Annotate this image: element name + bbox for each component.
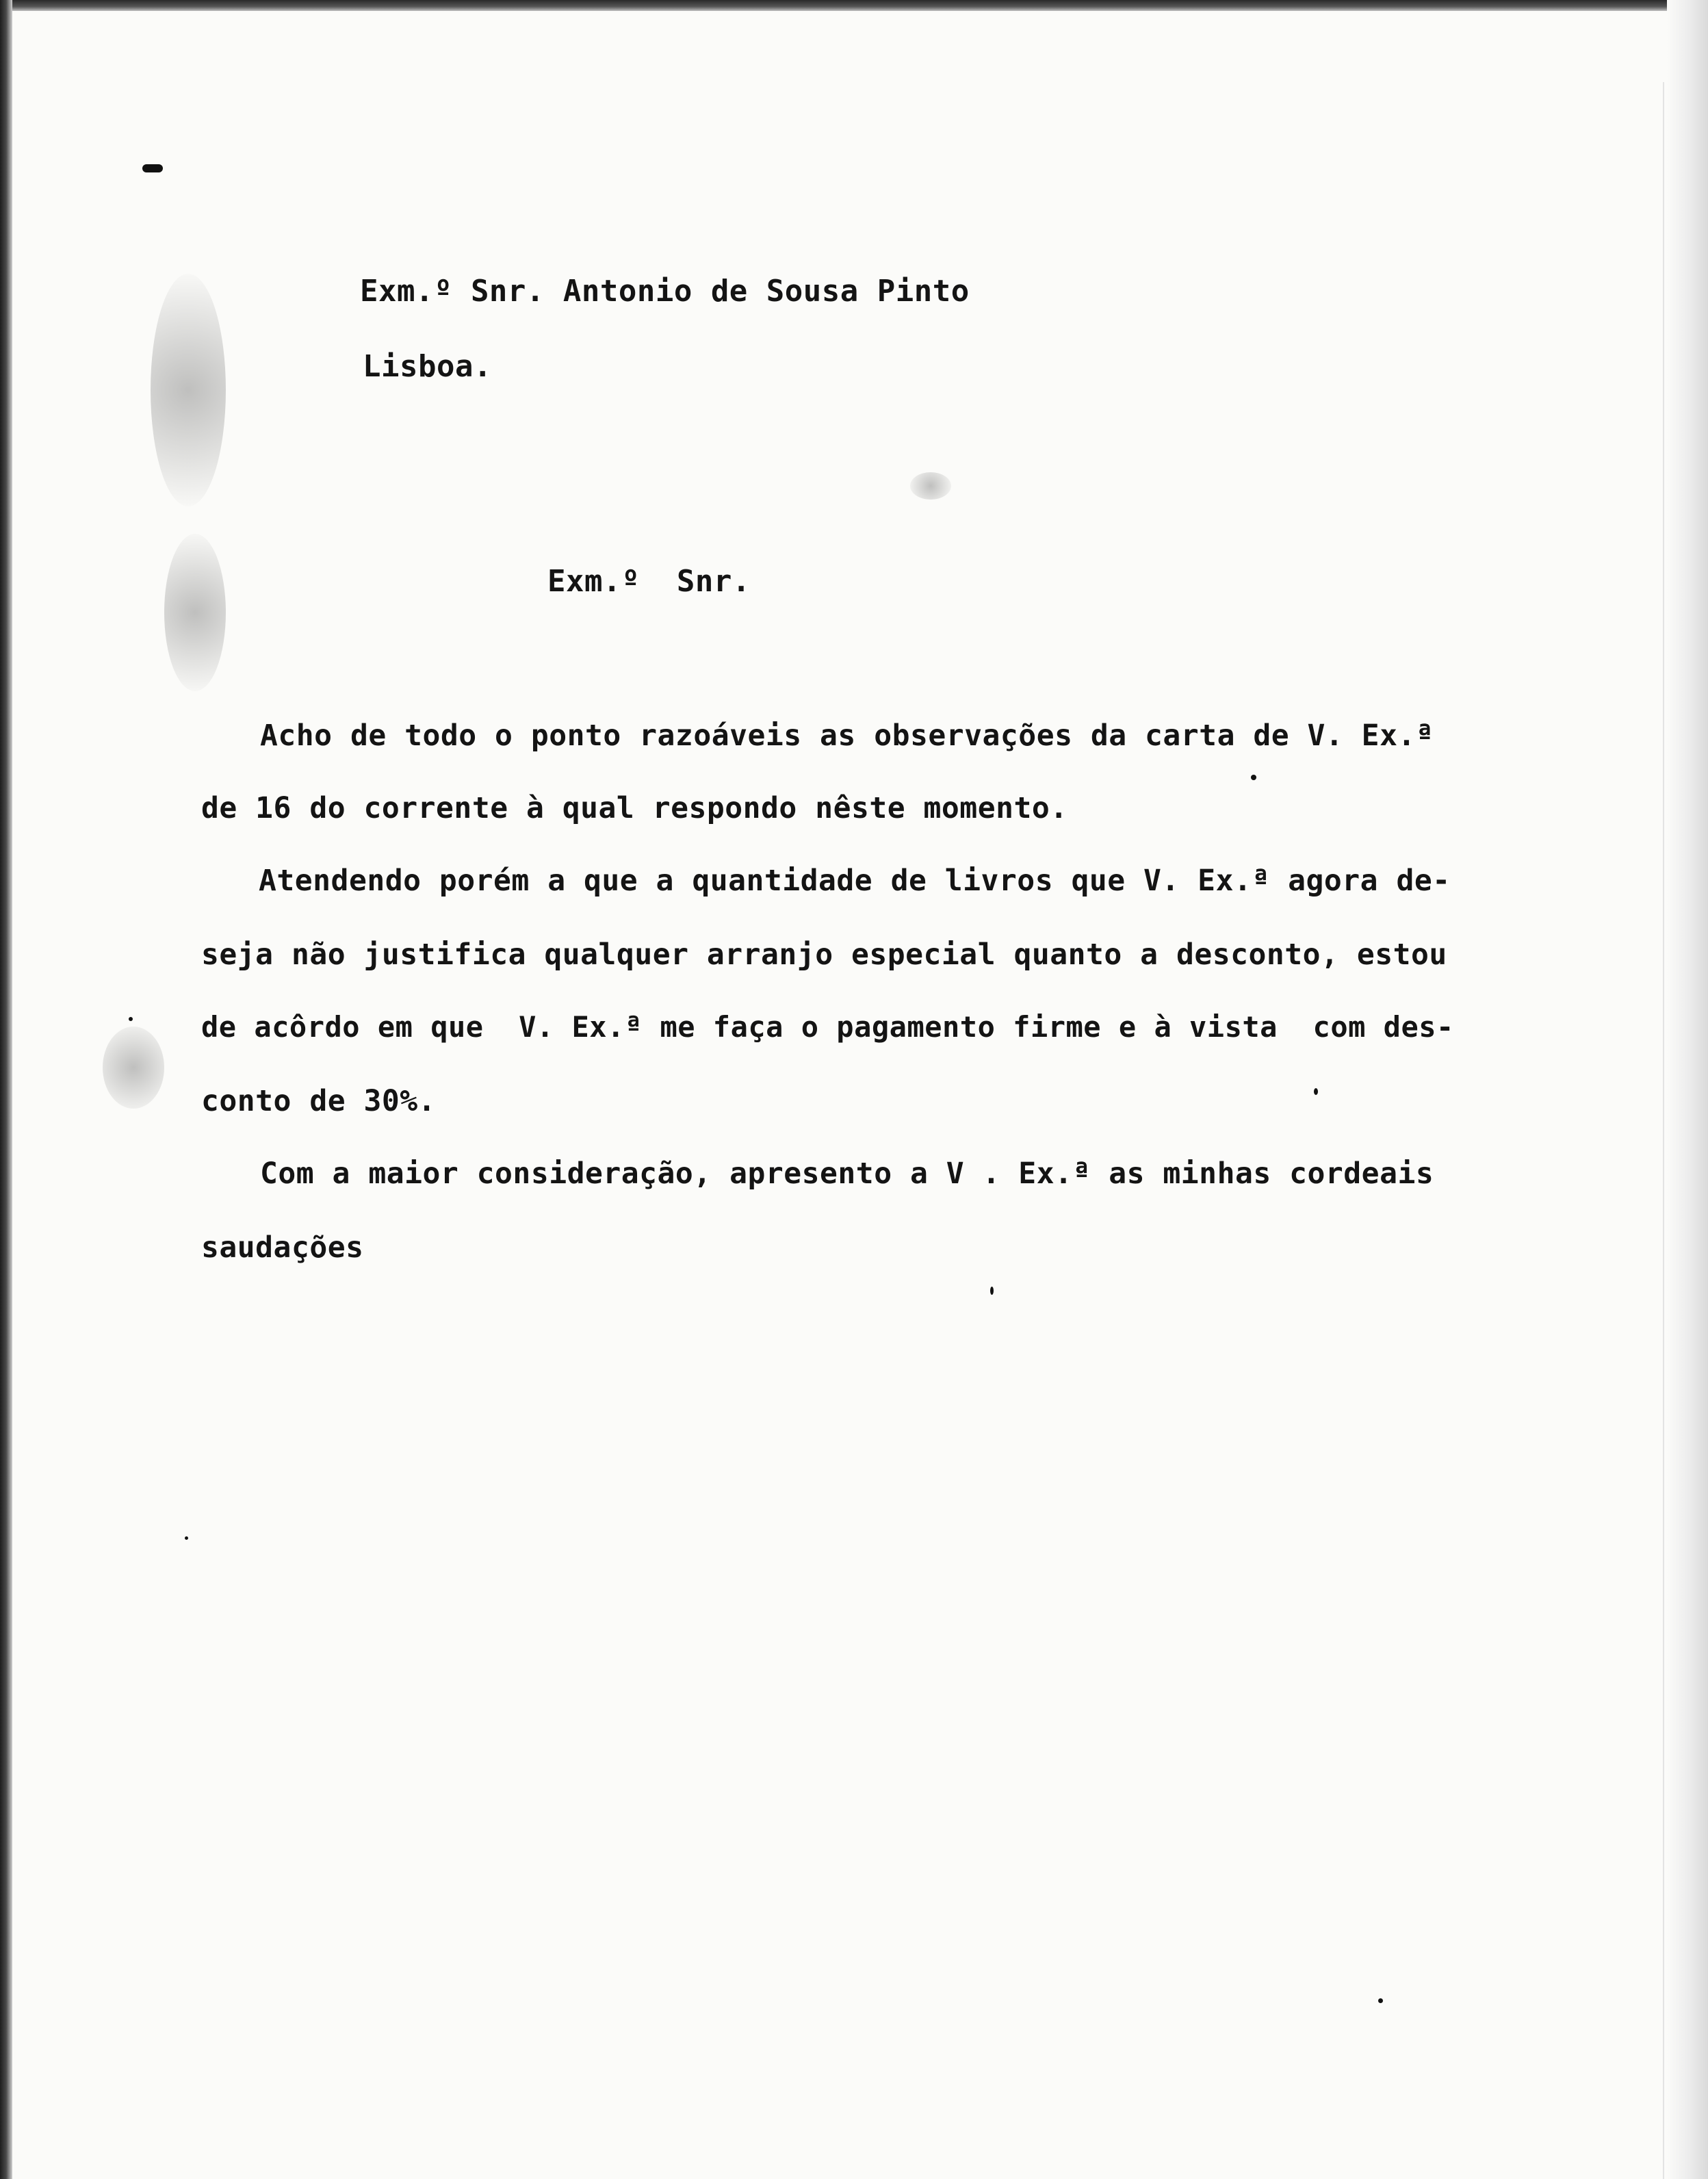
ink-dot xyxy=(1378,1998,1383,2003)
paper-smudge xyxy=(164,534,226,691)
body-line: Atendendo porém a que a quantidade de livros que V. Ex.ª agora de- xyxy=(259,864,1451,898)
body-line: Com a maior consideração, apresento a V . Ex.ª as minhas cordeais xyxy=(260,1157,1434,1191)
ink-dot xyxy=(1314,1088,1318,1095)
ink-dot xyxy=(129,1017,133,1021)
city-line: Lisboa. xyxy=(363,349,492,384)
ink-mark xyxy=(142,164,163,172)
paper-smudge xyxy=(103,1027,164,1109)
body-line: de acôrdo em que V. Ex.ª me faça o pagamento firme e à vista com des- xyxy=(201,1010,1454,1044)
paper-smudge xyxy=(910,472,951,500)
ink-dot xyxy=(1251,775,1256,780)
paper-fold-line xyxy=(1663,82,1664,2179)
paper-smudge xyxy=(151,274,226,506)
body-line: de 16 do corrente à qual respondo nêste momento. xyxy=(201,791,1068,825)
body-line: Acho de todo o ponto razoáveis as observações da carta de V. Ex.ª xyxy=(260,719,1434,753)
salutation: Exm.º Snr. xyxy=(547,564,751,599)
ink-dot xyxy=(990,1287,994,1295)
body-line: seja não justifica qualquer arranjo especial quanto a desconto, estou xyxy=(201,938,1447,972)
ink-dot xyxy=(185,1536,188,1540)
scan-edge-right xyxy=(1667,0,1708,2179)
scan-edge-left xyxy=(0,0,12,2179)
recipient-line: Exm.º Snr. Antonio de Sousa Pinto xyxy=(360,274,970,309)
body-line: conto de 30%. xyxy=(201,1084,437,1118)
scan-edge-top xyxy=(0,0,1708,11)
body-line: saudações xyxy=(201,1230,364,1265)
